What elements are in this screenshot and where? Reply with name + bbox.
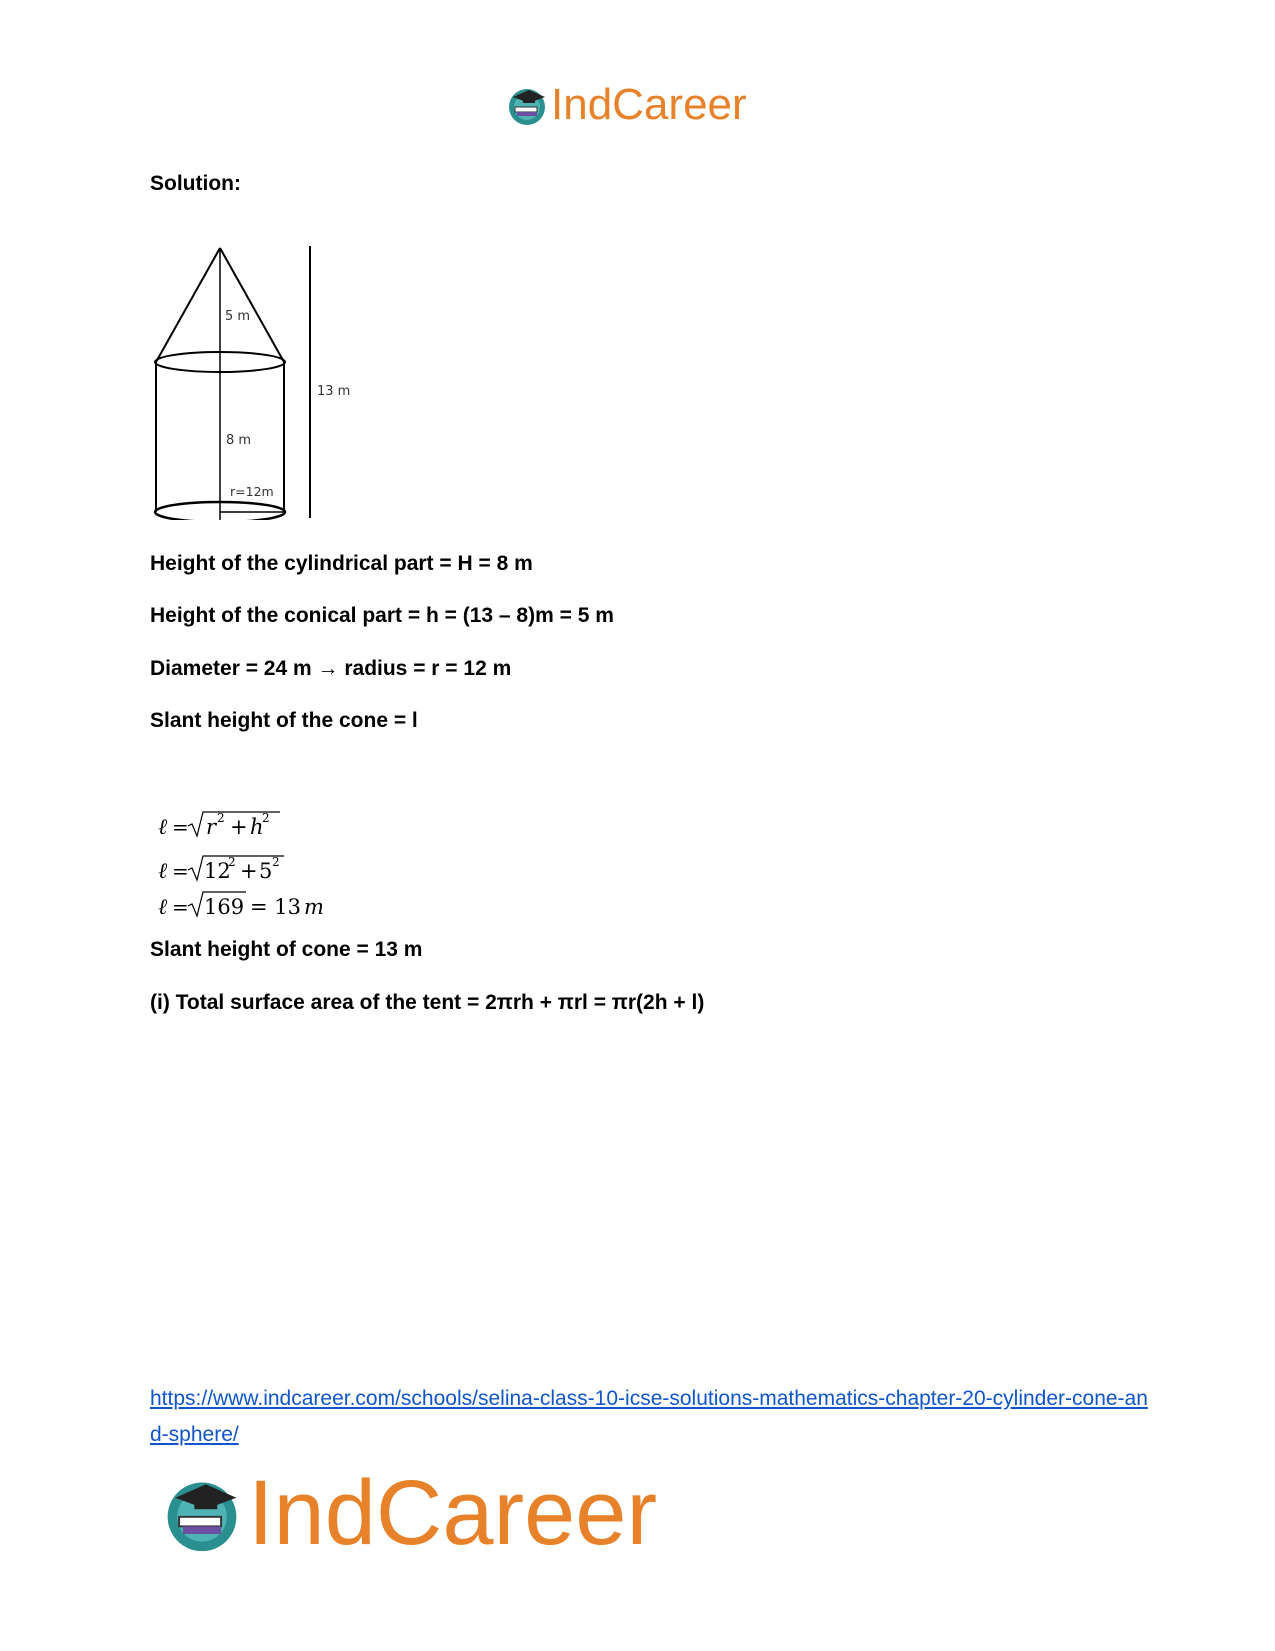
r-var: r — [206, 815, 217, 839]
radius-label: r=12m — [230, 484, 274, 499]
ell-symbol-1: ℓ — [158, 815, 168, 840]
source-link[interactable]: https://www.indcareer.com/schools/selina-class-10-icse-solutions-mathematics-chapter-20-cylinder-cone-and-sphere/ — [150, 1387, 1148, 1446]
cylinder-height-line: Height of the cylindrical part = H = 8 m — [150, 552, 533, 575]
diameter-line: Diameter = 24 m → radius = r = 12 m — [150, 657, 512, 680]
cone-height-line: Height of the conical part = h = (13 – 8)m = 5 m — [150, 604, 614, 627]
solution-heading: Solution: — [150, 172, 241, 195]
twelve-exponent: 2 — [228, 855, 236, 869]
ell-symbol-3: ℓ — [158, 895, 168, 920]
total-surface-area-line: (i) Total surface area of the tent = 2πrh + πrl = πr(2h + l) — [150, 991, 705, 1014]
h-exponent: 2 — [262, 811, 270, 825]
indcareer-logo-bottom — [160, 1462, 658, 1564]
slant-height-definition: Slant height of the cone = l — [150, 709, 418, 732]
cylinder-height-label: 8 m — [226, 433, 252, 448]
r-exponent: 2 — [217, 811, 225, 825]
result-unit: m — [304, 895, 324, 919]
slant-height-result: Slant height of cone = 13 m — [150, 938, 423, 961]
plus-2: + — [240, 859, 258, 883]
cone-left-edge — [156, 248, 220, 362]
slant-height-formula — [156, 810, 356, 925]
five-exponent: 2 — [272, 855, 280, 869]
five: 5 — [259, 859, 273, 883]
tent-figure — [150, 240, 370, 520]
equals-2: = — [172, 859, 189, 883]
equals-1: = — [172, 815, 189, 839]
h-var: h — [250, 815, 264, 839]
plus-1: + — [230, 815, 248, 839]
graduation-globe-icon-large — [160, 1471, 244, 1555]
graduation-globe-icon — [505, 83, 549, 127]
brand-name: IndCareer — [551, 80, 747, 129]
brand-name-large: IndCareer — [248, 1462, 658, 1564]
indcareer-logo-top — [505, 80, 747, 130]
equals-3: = — [172, 895, 189, 919]
twelve: 12 — [204, 859, 231, 883]
cone-right-edge — [220, 248, 284, 362]
formula-svg — [156, 810, 356, 920]
cone-height-label: 5 m — [225, 309, 251, 324]
total-height-label: 13 m — [317, 384, 351, 399]
result-value: = 13 — [250, 895, 301, 919]
tent-diagram — [150, 240, 370, 525]
ell-symbol-2: ℓ — [158, 859, 168, 884]
one-six-nine: 169 — [204, 895, 245, 919]
